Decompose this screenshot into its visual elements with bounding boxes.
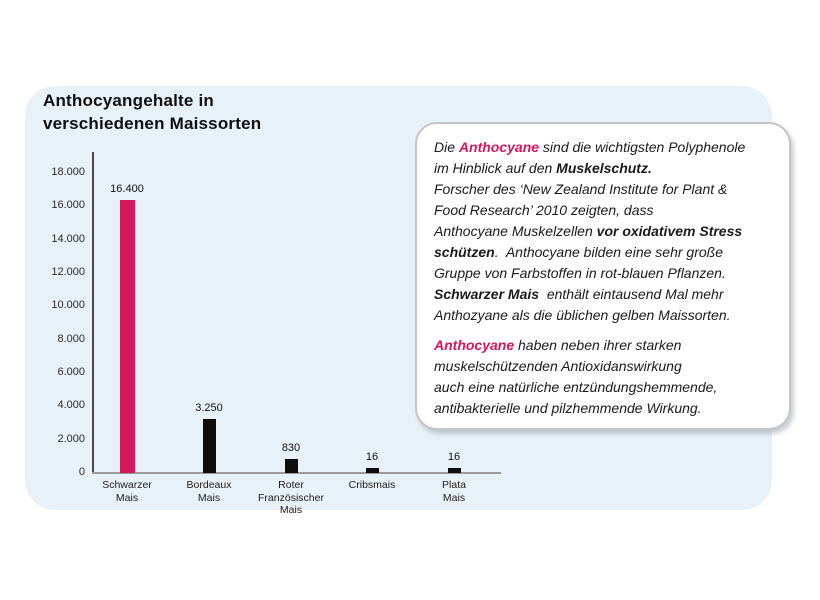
y-axis-tick-label: 2.000 xyxy=(57,432,85,445)
x-axis-category-label-line: Mais xyxy=(197,491,221,504)
bar-bordeaux-mais xyxy=(203,419,216,473)
infobox-paragraph-2 xyxy=(434,335,785,419)
infobox-span: sind die wichtigsten Polyphenole xyxy=(539,139,746,155)
bar-cribsmais xyxy=(366,468,379,473)
y-axis-tick-label: 12.000 xyxy=(51,266,85,278)
bar-value-label-cribsmais: 16 xyxy=(365,451,379,463)
bar-value-label-bordeaux-mais: 3.250 xyxy=(195,401,223,414)
infobox-span: Gruppe von Farbstoffen in rot-blauen Pflanzen. xyxy=(434,265,726,281)
x-axis-category-label-line: Plata xyxy=(442,479,466,491)
infobox-span: schützen xyxy=(434,244,495,260)
infobox-span: Forscher des ‘New Zealand Institute for Plant & xyxy=(434,181,728,197)
infobox-text xyxy=(417,124,789,419)
infobox-span: vor oxidativem Stress xyxy=(596,223,743,239)
infobox-text-line xyxy=(434,263,785,284)
infobox-text-line xyxy=(434,305,785,326)
y-axis-tick-label: 18.000 xyxy=(51,166,85,178)
y-axis-tick-label: 8.000 xyxy=(57,332,85,345)
x-axis-category-label-line: Mais xyxy=(442,491,466,504)
infobox-span: muskelschützenden Antioxidanswirkung xyxy=(434,358,682,374)
infobox-text-line xyxy=(434,137,785,158)
infobox-span: Anthozyane als die üblichen gelben Maissorten. xyxy=(434,307,731,323)
infobox-span: enthält eintausend Mal mehr xyxy=(539,286,724,302)
infobox-span: Muskelschutz. xyxy=(556,160,652,176)
x-axis-category-label-line: Mais xyxy=(115,491,139,504)
infobox-text-line xyxy=(434,179,785,200)
x-axis-category-label-line: Schwarzer xyxy=(102,479,152,491)
infobox-span: Schwarzer Mais xyxy=(434,286,540,302)
infobox-text-line xyxy=(434,284,785,305)
infobox-span: haben neben ihrer starken xyxy=(514,337,682,353)
y-axis-tick-label: 0 xyxy=(78,466,85,478)
bar-value-label-schwarzer-mais: 16.400 xyxy=(110,182,144,195)
bar-plata-mais xyxy=(448,468,461,473)
x-axis-category-label-line: Cribsmais xyxy=(348,479,396,491)
infobox-text-line xyxy=(434,200,785,221)
chart-title-line-1: Anthocyangehalte in xyxy=(43,91,214,110)
y-axis-tick-label: 10.000 xyxy=(51,299,85,312)
x-axis-category-label-line: Roter xyxy=(278,479,304,491)
chart-title-line-2: verschiedenen Maissorten xyxy=(43,114,262,133)
infobox-span: Anthocyane Muskelzellen xyxy=(434,223,597,239)
y-axis-tick-label: 16.000 xyxy=(51,199,85,212)
infobox-text-line xyxy=(434,242,785,263)
infobox-span: im Hinblick auf den xyxy=(434,160,557,176)
bar-schwarzer-mais xyxy=(120,200,135,473)
bar-value-label-roter-franz-sischer-mais: 830 xyxy=(281,442,301,455)
y-axis-tick-label: 14.000 xyxy=(51,232,85,245)
infobox-paragraph-1 xyxy=(434,137,785,326)
infobox-text-line xyxy=(434,398,785,419)
infobox-span: Die xyxy=(434,139,459,155)
infobox-text-line xyxy=(434,221,785,242)
bar-value-label-plata-mais: 16 xyxy=(447,451,461,463)
y-axis-tick-label: 6.000 xyxy=(57,366,85,378)
infobox-span: auch eine natürliche entzündungshemmende, xyxy=(434,379,718,395)
infobox-text-line xyxy=(434,158,785,179)
x-axis-category-label-line: Mais xyxy=(279,504,303,516)
bar-roter-franz-sischer-mais xyxy=(285,459,298,473)
infobox-span: antibakterielle und pilzhemmende Wirkung. xyxy=(434,400,702,416)
infobox-highlight-text: Anthocyane xyxy=(434,337,515,353)
x-axis-category-label-plata-mais xyxy=(399,479,509,504)
infobox xyxy=(415,122,791,430)
y-axis-tick-label: 4.000 xyxy=(57,399,85,412)
infobox-text-line xyxy=(434,356,785,377)
y-axis-line xyxy=(92,152,94,474)
x-axis-category-label-line: Französischer xyxy=(258,491,324,504)
infobox-highlight-text: Anthocyane xyxy=(458,139,540,155)
infobox-text-line xyxy=(434,335,785,356)
infobox-span: . Anthocyane bilden eine sehr große xyxy=(494,244,723,260)
infobox-span: Food Research’ 2010 zeigten, dass xyxy=(434,202,654,218)
infobox-text-line xyxy=(434,377,785,398)
x-axis-category-label-line: Bordeaux xyxy=(186,479,232,491)
